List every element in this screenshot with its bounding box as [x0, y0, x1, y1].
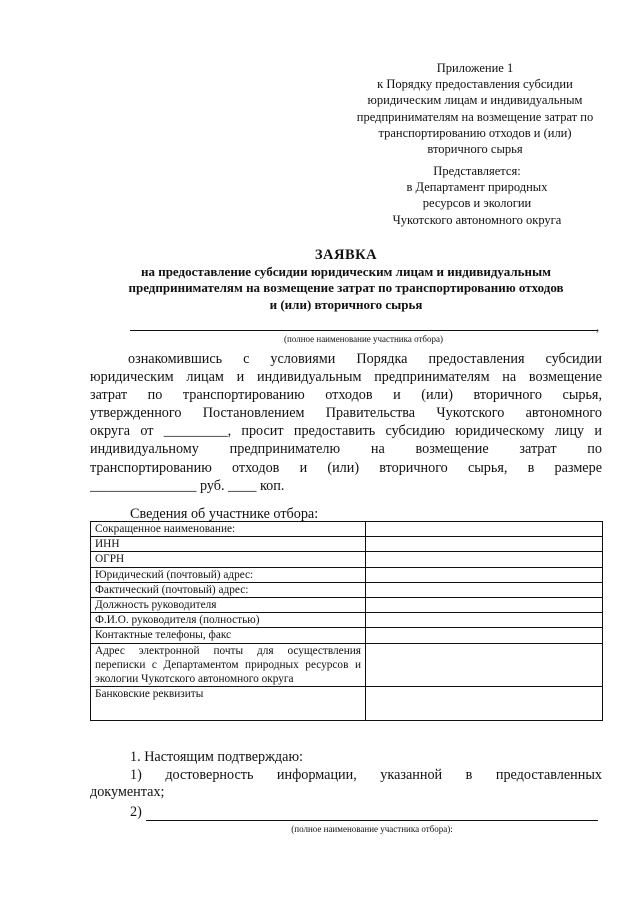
- body-line: индивидуальному предпринимателю на возмещение затрат по: [90, 441, 602, 458]
- submitted-to-block: [372, 163, 582, 228]
- body-line-amount: _______________ руб. ____ коп.: [90, 477, 285, 494]
- row-value-field[interactable]: [366, 552, 603, 567]
- document-title: [90, 247, 602, 313]
- row-value-field[interactable]: [366, 567, 603, 582]
- table-row: [91, 643, 603, 687]
- row-label: Фактический (почтовый) адрес:: [91, 582, 366, 597]
- row-label: ОГРН: [91, 552, 366, 567]
- body-line: утвержденного Постановлением Правительства Чукотского автономного: [90, 405, 602, 422]
- submitted-to-line: Чукотского автономного округа: [392, 212, 562, 227]
- appendix-line: юридическим лицам и индивидуальным: [367, 93, 583, 108]
- title-line: на предоставление субсидии юридическим лицам и индивидуальным: [140, 264, 552, 279]
- title-subtitle: [90, 264, 602, 313]
- appendix-header: [355, 60, 595, 157]
- table-row: [91, 552, 603, 567]
- row-label: Контактные телефоны, факс: [91, 628, 366, 643]
- confirmation-item-1-end: документах;: [90, 784, 165, 800]
- title-line: предпринимателям на возмещение затрат по транспортированию отходов: [128, 280, 564, 296]
- confirmation-block: [90, 749, 602, 802]
- appendix-line: предпринимателям на возмещение затрат по: [356, 109, 594, 124]
- body-line: юридическим лицам и индивидуальным предпринимателям на возмещение: [90, 369, 602, 386]
- row-value-field[interactable]: [366, 687, 603, 721]
- title-line: и (или) вторичного сырья: [269, 296, 423, 312]
- confirmation-item-2-hint: (полное наименование участника отбора):: [291, 824, 453, 834]
- row-label: Сокращенное наименование:: [91, 522, 366, 537]
- row-value-field[interactable]: [366, 643, 603, 687]
- row-label: Должность руководителя: [91, 598, 366, 613]
- table-row: [91, 687, 603, 721]
- appendix-line: к Порядку предоставления субсидии: [377, 77, 573, 92]
- row-label: Юридический (почтовый) адрес:: [91, 567, 366, 582]
- row-value-field[interactable]: [366, 522, 603, 537]
- submitted-to-line: в Департамент природных: [406, 180, 548, 195]
- table-row: [91, 537, 603, 552]
- submitted-to-line: Представляется:: [433, 164, 521, 178]
- confirmation-item-1: 1) достоверность информации, указанной в предоставленных: [130, 766, 602, 783]
- row-label: ИНН: [91, 537, 366, 552]
- confirmation-intro: 1. Настоящим подтверждаю:: [130, 749, 303, 765]
- body-line: затрат по транспортированию отходов и (или) вторичного сырья,: [90, 387, 602, 404]
- row-value-field[interactable]: [366, 613, 603, 628]
- body-line: округа от _________, просит предоставить субсидию юридическому лицу и: [90, 423, 602, 440]
- row-value-field[interactable]: [366, 598, 603, 613]
- appendix-line: Приложение 1: [436, 61, 514, 75]
- table-row: [91, 567, 603, 582]
- row-value-field[interactable]: [366, 537, 603, 552]
- participant-info-table: [90, 521, 603, 721]
- submitted-to-line: ресурсов и экологии: [422, 196, 532, 211]
- title-main: ЗАЯВКА: [314, 247, 378, 263]
- row-label: Банковские реквизиты: [91, 687, 366, 721]
- appendix-line: транспортированию отходов и (или): [378, 125, 572, 140]
- applicant-name-blank: [130, 330, 597, 331]
- applicant-name-comma: ,: [596, 319, 600, 334]
- table-row: [91, 628, 603, 643]
- confirmation-item-2-label: 2): [130, 804, 142, 820]
- confirmation-item-2-blank[interactable]: [146, 820, 598, 821]
- table-row: [91, 522, 603, 537]
- table-row: [91, 582, 603, 597]
- info-heading: Сведения об участнике отбора:: [130, 506, 319, 522]
- row-value-field[interactable]: [366, 628, 603, 643]
- row-value-field[interactable]: [366, 582, 603, 597]
- row-label: Адрес электронной почты для осуществления переписки с Департаментом природных ресурсов и экологии Чукотского автономного округа: [91, 643, 366, 687]
- application-body: [90, 350, 602, 495]
- appendix-line: вторичного сырья: [427, 142, 523, 157]
- body-line: ознакомившись с условиями Порядка предоставления субсидии: [128, 351, 602, 367]
- body-line: транспортированию отходов и (или) вторичного сырья, в размере: [90, 459, 602, 476]
- table-row: [91, 598, 603, 613]
- row-label: Ф.И.О. руководителя (полностью): [91, 613, 366, 628]
- table-row: [91, 613, 603, 628]
- applicant-name-hint: (полное наименование участника отбора): [284, 334, 443, 344]
